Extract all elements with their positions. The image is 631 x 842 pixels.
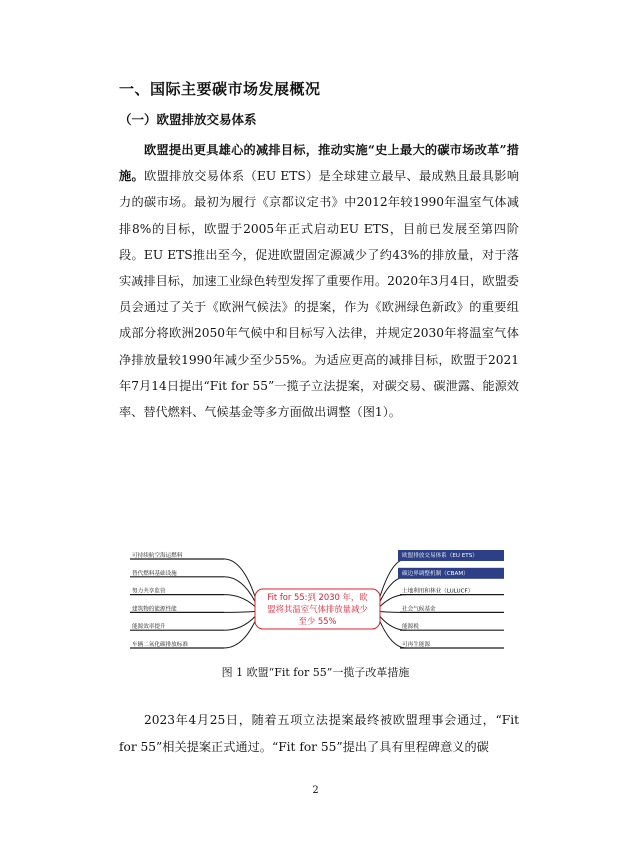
right-measure-label: 土地利用和林业（LULUCF） [402,588,474,595]
body-paragraph-1 [119,137,519,425]
left-measure-label: 替代燃料基础设施 [132,570,177,577]
right-connector [380,595,406,607]
center-box [255,589,380,629]
right-measure-label: 能源税 [402,624,419,631]
page-number: 2 [312,785,319,796]
left-measures [130,551,255,648]
left-measure-label: 可持续航空海运燃料 [132,553,183,559]
figure-caption: 图 1 欧盟“Fit for 55”一揽子改革措施 [221,666,410,679]
right-measure-label: 社会气候基金 [402,606,436,613]
right-measure-label: 碳边界调整机制（CBAM） [402,570,469,577]
fit-for-55-figure [124,547,509,652]
section-heading: 一、国际主要碳市场发展概况 [119,80,321,98]
left-connector [224,617,255,631]
center-text-line-3: 至少 55% [298,616,337,626]
subsection-heading: （一）欧盟排放交易体系 [119,112,257,127]
right-measure-label: 可再生能源 [402,642,430,648]
right-measure-label: 欧盟排放交易体系（EU ETS） [402,553,478,559]
right-measures [380,550,504,648]
left-connector [224,559,255,597]
body-paragraph-2 [119,707,519,761]
left-connector [224,612,255,613]
left-connector [224,595,255,607]
left-measure-label: 建筑物的能源性能 [132,606,177,613]
left-measure-label: 努力共享监管 [132,588,166,595]
left-connector [224,577,255,602]
left-measure-label: 能源效率提升 [132,624,166,631]
paragraph-2-text: 2023年4月25日，随着五项立法提案最终被欧盟理事会通过，“Fit for 55”相关提案正式通过。“Fit for 55”提出了具有里程碑意义的碳 [119,713,519,754]
left-connector [224,622,255,649]
center-text-line-2: 盟将其温室气体排放量减少 [267,604,368,614]
left-measure-label: 车辆二氧化碳排放标准 [132,642,188,648]
paragraph-lead-sentence: 欧盟提出更具雄心的减排目标，推动实施“史上最大的碳市场改革”措施。 [119,143,519,184]
paragraph-body-text: 欧盟排放交易体系（EU ETS）是全球建立最早、最成熟且最具影响力的碳市场。最初为履行《京都议定书》中2012年较1990年温室气体减排8%的目标，欧盟于2005年正式启动EU ETS，目前已发展至第四阶段。EU ETS推出至今，促进欧盟固定源减少了约43%的排放量，对于落实减排目标，加速工业绿色转型发挥了重要作用。2020年3月4日，欧盟委员会通过了关于《欧洲气候法》的提案，作为《欧洲绿色新政》的重要组成部分将欧洲2050年气候中和目标写入法律，并规定2030年将温室气体净排放量较1990年减少至少55%。为适应更高的减排目标，欧盟于2021年7月14日提出“Fit for 55”一揽子立法提案，对碳交易、碳泄露、能源效率、替代燃料、气候基金等多方面做出调整（图1）。 [119,169,520,420]
center-text-line-1: Fit for 55:到 2030 年，欧 [267,592,368,602]
